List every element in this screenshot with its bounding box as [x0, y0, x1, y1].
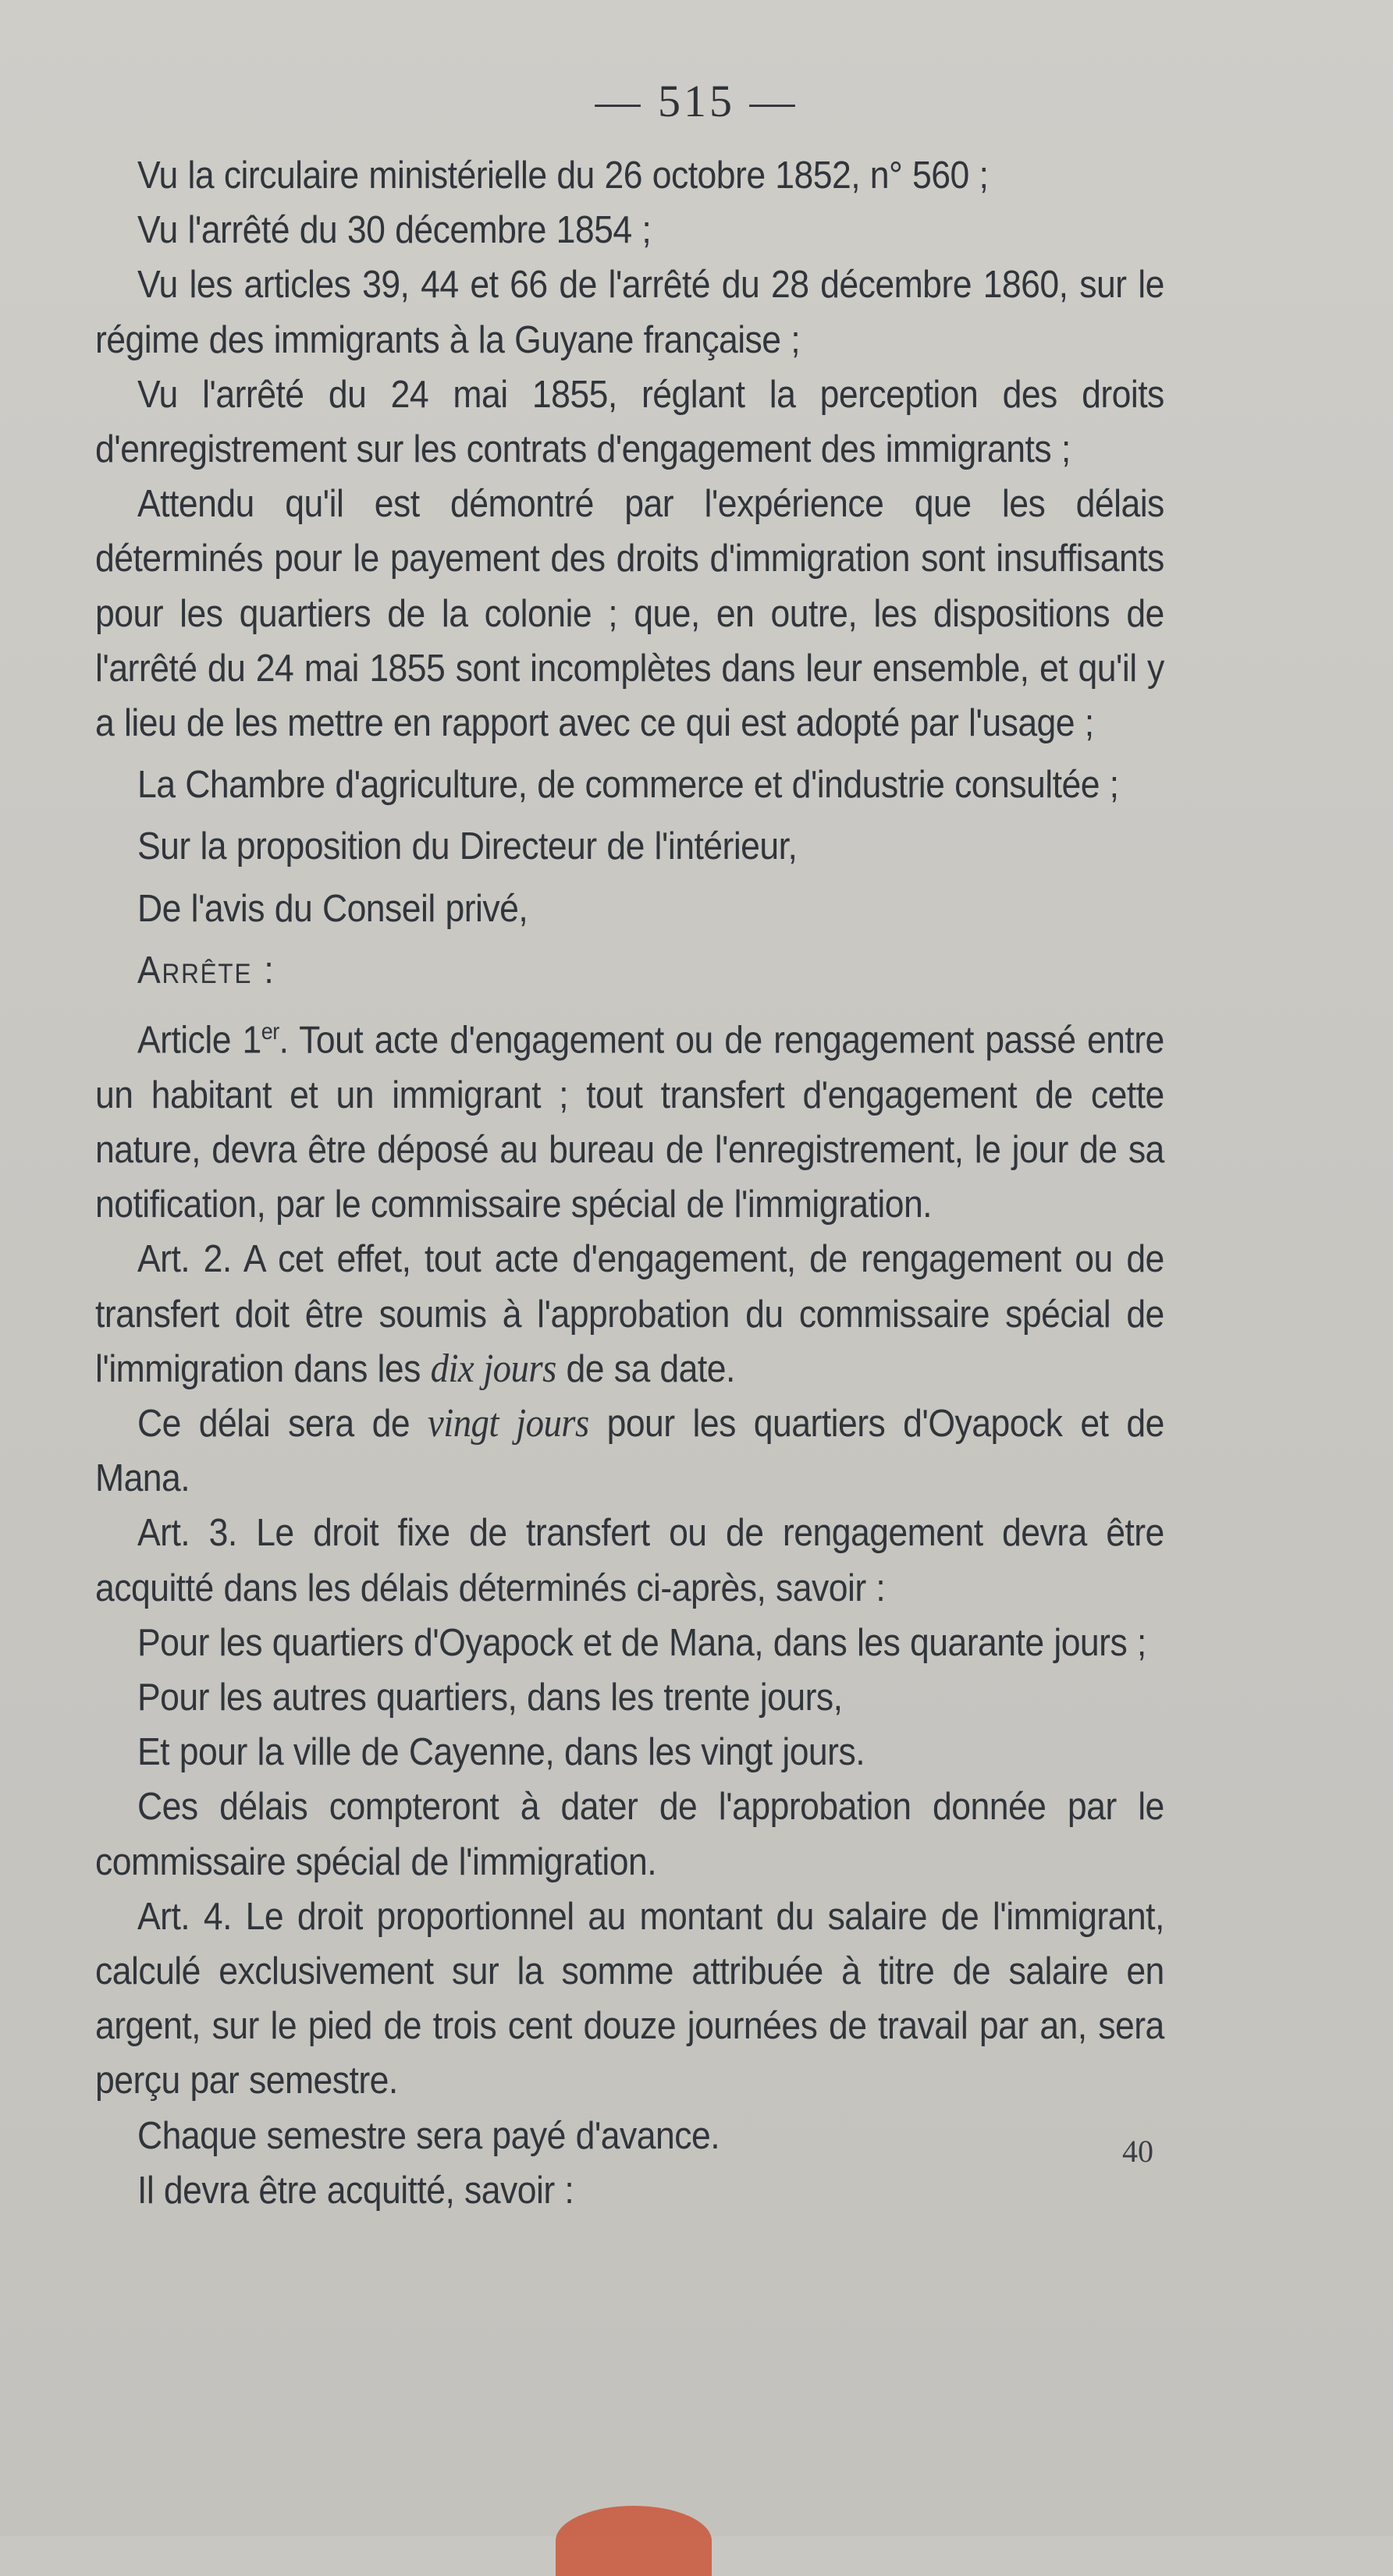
- article-2-text-a: Art. 2. A cet effet, tout acte d'engagement, de rengagement ou de transfert doit être soumis à l'approbation du commissaire spécial de l'immigration dans les: [95, 1237, 1164, 1390]
- paragraph-circulaire: Vu la circulaire ministérielle du 26 octobre 1852, n° 560 ;: [137, 154, 989, 197]
- article-2-italic: dix jours: [430, 1346, 556, 1391]
- paragraph-article-3: Art. 3. Le droit fixe de transfert ou de rengagement devra être acquitté dans les délais déterminés ci-après, savoir :: [95, 1511, 1164, 1609]
- article-1-lead: Article 1: [137, 1018, 261, 1062]
- paragraph-arrete: Arrête :: [137, 948, 275, 992]
- paragraph-article-1: [95, 1005, 1164, 1232]
- paragraph-cayenne: Et pour la ville de Cayenne, dans les vingt jours.: [137, 1730, 865, 1774]
- delai-text-a: Ce délai sera de: [137, 1401, 428, 1445]
- paragraph-semestre: Chaque semestre sera payé d'avance.: [137, 2113, 720, 2157]
- paragraph-articles-1860: Vu les articles 39, 44 et 66 de l'arrêté du 28 décembre 1860, sur le régime des immigrants à la Guyane française ;: [95, 263, 1164, 361]
- seal-fragment: [556, 2506, 712, 2576]
- paragraph-acquitte: Il devra être acquitté, savoir :: [137, 2168, 574, 2212]
- article-1-superscript: er: [261, 1019, 279, 1045]
- paragraph-proposition: Sur la proposition du Directeur de l'intérieur,: [137, 825, 798, 868]
- paragraph-chambre: La Chambre d'agriculture, de commerce et d'industrie consultée ;: [137, 763, 1119, 807]
- paragraph-oyapock-mana: Pour les quartiers d'Oyapock et de Mana, dans les quarante jours ;: [137, 1620, 1146, 1664]
- paragraph-arrete-1855: Vu l'arrêté du 24 mai 1855, réglant la perception des droits d'enregistrement sur les contrats d'engagement des immigrants ;: [95, 372, 1164, 471]
- paragraph-delai-vingt: [95, 1396, 1164, 1506]
- article-1-text: . Tout acte d'engagement ou de rengagement passé entre un habitant et un immigrant ; tout transfert d'engagement de cette nature, devra être déposé au bureau de l'enregistrement, le jour de sa notification, par le commissaire spécial de l'immigration.: [95, 1018, 1164, 1226]
- document-body: [95, 148, 1164, 2218]
- paragraph-avis: De l'avis du Conseil privé,: [137, 886, 528, 930]
- article-2-text-b: de sa date.: [556, 1347, 735, 1390]
- paragraph-article-2: [95, 1232, 1164, 1396]
- paragraph-delais: Ces délais compteront à dater de l'approbation donnée par le commissaire spécial de l'immigration.: [95, 1785, 1164, 1883]
- signature-mark: 40: [1122, 2134, 1153, 2169]
- delai-italic: vingt jours: [427, 1400, 589, 1446]
- paragraph-article-4: Art. 4. Le droit proportionnel au montant du salaire de l'immigrant, calculé exclusivement sur la somme attribuée à titre de salaire en argent, sur le pied de trois cent douze journées de travail par an, sera perçu par semestre.: [95, 1894, 1164, 2102]
- delai-text-b: pour les quartiers d'Oyapock et de Mana.: [95, 1401, 1164, 1500]
- paragraph-attendu: Attendu qu'il est démontré par l'expérience que les délais déterminés pour le payement des droits d'immigration sont insuffisants pour les quartiers de la colonie ; que, en outre, les dispositions de l'arrêté du 24 mai 1855 sont incomplètes dans leur ensemble, et qu'il y a lieu de les mettre en rapport avec ce qui est adopté par l'usage ;: [95, 482, 1164, 745]
- paragraph-autres-quartiers: Pour les autres quartiers, dans les trente jours,: [137, 1675, 843, 1719]
- page-number: — 515 —: [595, 76, 798, 126]
- paragraph-arrete-1854: Vu l'arrêté du 30 décembre 1854 ;: [137, 208, 652, 252]
